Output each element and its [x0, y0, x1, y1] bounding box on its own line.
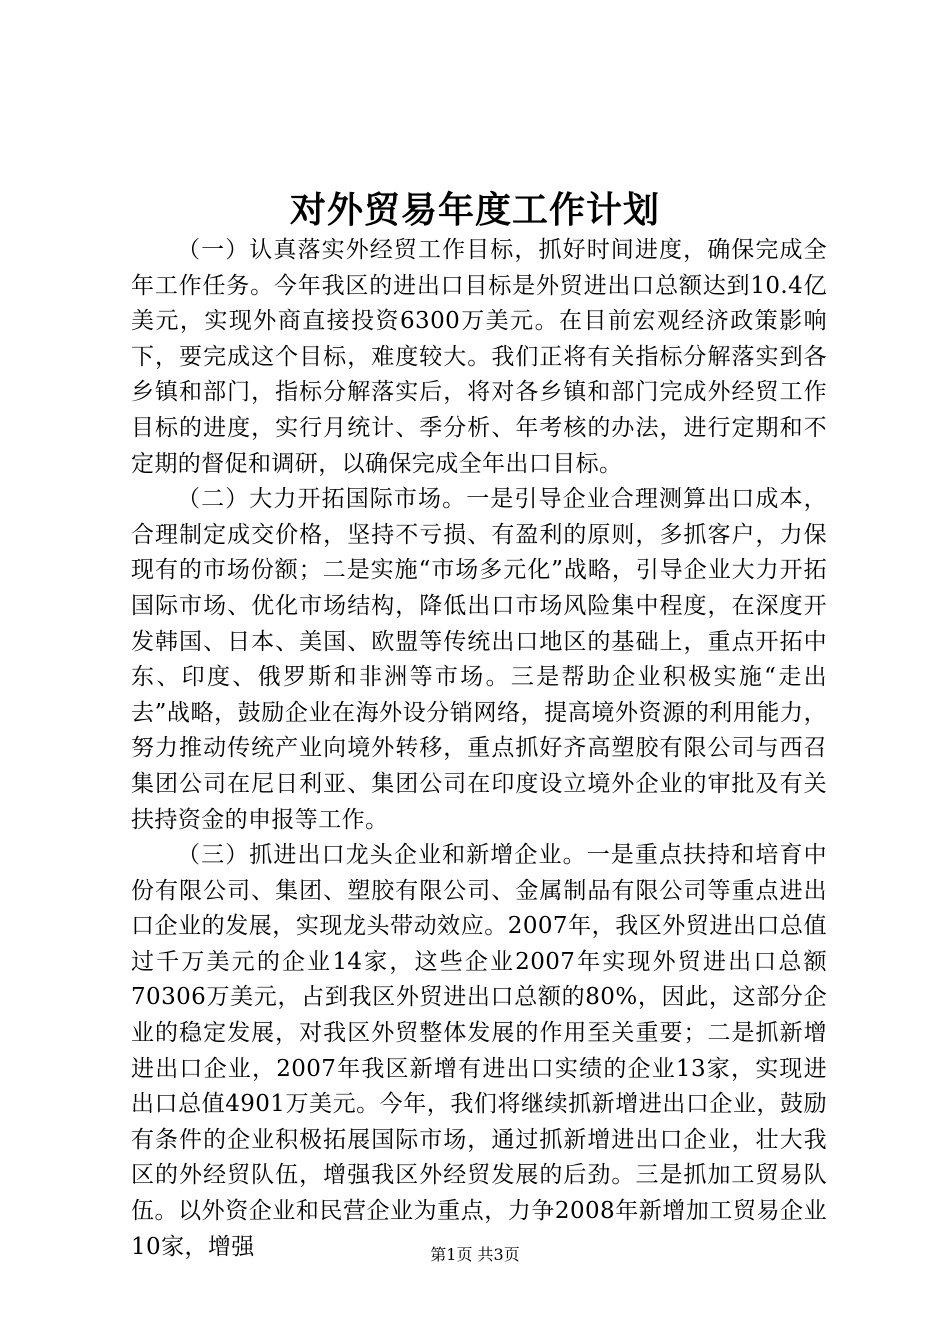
- paragraph-2: （二）大力开拓国际市场。一是引导企业合理测算出口成本，合理制定成交价格，坚持不亏损、有盈利的原则，多抓客户，力保现有的市场份额；二是实施“市场多元化”战略，引导企业大力开拓国际市场、优化市场结构，降低出口市场风险集中程度，在深度开发韩国、日本、美国、欧盟等传统出口地区的基础上，重点开拓中东、印度、俄罗斯和非洲等市场。三是帮助企业积极实施“走出去”战略，鼓励企业在海外设分销网络，提高境外资源的利用能力，努力推动传统产业向境外转移，重点抓好齐高塑胶有限公司与西召集团公司在尼日利亚、集团公司在印度设立境外企业的审批及有关扶持资金的申报等工作。: [131, 486, 827, 833]
- document-body: [131, 233, 827, 1265]
- document-title: 对外贸易年度工作计划: [289, 189, 660, 231]
- page-number-footer: 第1页 共3页: [430, 1245, 520, 1264]
- paragraph-3: （三）抓进出口龙头企业和新增企业。一是重点扶持和培育中份有限公司、集团、塑胶有限公司、金属制品有限公司等重点进出口企业的发展，实现龙头带动效应。2007年，我区外贸进出口总值过千万美元的企业14家，这些企业2007年实现外贸进出口总额70306万美元，占到我区外贸进出口总额的80%，因此，这部分企业的稳定发展，对我区外贸整体发展的作用至关重要；二是抓新增进出口企业，2007年我区新增有进出口实绩的企业13家，实现进出口总值4901万美元。今年，我们将继续抓新增进出口企业，鼓励有条件的企业积极拓展国际市场，通过抓新增进出口企业，壮大我区的外经贸队伍，增强我区外经贸发展的后劲。三是抓加工贸易队伍。以外资企业和民营企业为重点，力争2008年新增加工贸易企业10家，增强: [131, 842, 827, 1260]
- paragraph-1: （一）认真落实外经贸工作目标，抓好时间进度，确保完成全年工作任务。今年我区的进出口目标是外贸进出口总额达到10.4亿美元，实现外商直接投资6300万美元。在目前宏观经济政策影响下，要完成这个目标，难度较大。我们正将有关指标分解落实到各乡镇和部门，指标分解落实后，将对各乡镇和部门完成外经贸工作目标的进度，实行月统计、季分析、年考核的办法，进行定期和不定期的督促和调研，以确保完成全年出口目标。: [131, 237, 827, 477]
